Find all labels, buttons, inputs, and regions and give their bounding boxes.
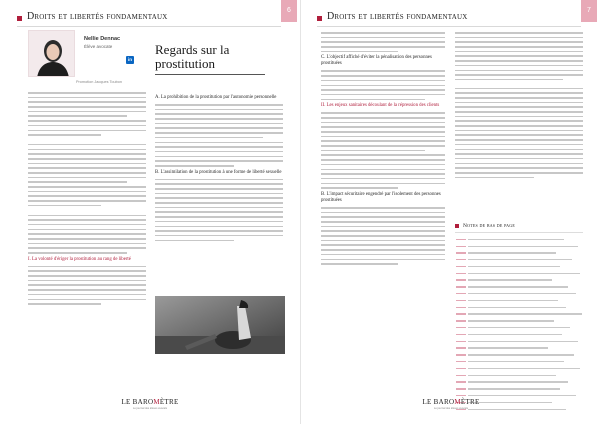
footnote-text (468, 327, 570, 328)
body-column-1 (28, 92, 146, 308)
author-role: Élève avocate (84, 44, 113, 49)
footnote-number (456, 320, 466, 321)
subsection-b-title: B. L'impact sécuritaire engendré par l'isolement des personnes prostituées (321, 191, 441, 203)
footnotes-list (456, 236, 582, 413)
footer-logo-text: LE BAROMÈTRE (121, 398, 179, 406)
footnote-number (456, 327, 466, 328)
body-column-2 (155, 92, 283, 244)
footnote-item (456, 331, 582, 338)
author-name: Nellie Dennac (84, 36, 121, 42)
article-photo-image (155, 296, 285, 354)
page-number-tab: 7 (581, 0, 597, 22)
section-a-title: A. La prohibition de la prostitution par l'autonomie personnelle (155, 95, 277, 100)
notes-square-icon (455, 224, 459, 228)
footnote-text (468, 395, 576, 396)
notes-heading-label: Notes de bas de page (463, 223, 515, 229)
footnote-text (468, 239, 564, 240)
footnote-text (468, 286, 568, 287)
footnote-number (456, 279, 466, 280)
body-column-4 (455, 32, 583, 181)
footnote-number (456, 381, 466, 382)
footnote-number (456, 388, 466, 389)
footnote-item (456, 256, 582, 263)
footnote-item (456, 290, 582, 297)
footnote-item (456, 358, 582, 365)
footnote-number (456, 395, 466, 396)
footnote-number (456, 246, 466, 247)
footnote-number (456, 252, 466, 253)
footer-logo (421, 398, 481, 410)
article-title-line-1: Regards sur la (155, 42, 230, 57)
section-title: Droits et libertés fondamentaux (27, 11, 168, 22)
footnote-number (456, 368, 466, 369)
article-title-line-2: prostitution (155, 56, 215, 71)
footnote-text (468, 313, 582, 314)
footnote-text (468, 375, 556, 376)
footnote-text (468, 246, 578, 247)
notes-heading (455, 223, 515, 229)
footnote-item (456, 324, 582, 331)
author-portrait (29, 31, 75, 77)
footnote-number (456, 375, 466, 376)
footnote-number (456, 259, 466, 260)
footnote-number (456, 239, 466, 240)
footnote-item (456, 250, 582, 257)
footnote-item (456, 243, 582, 250)
footnote-number (456, 361, 466, 362)
subsection-ii-title: II. Les enjeux sanitaires découlant de la répression des clients (321, 103, 440, 109)
footnote-text (468, 354, 574, 355)
footnote-number (456, 300, 466, 301)
footnote-number (456, 266, 466, 267)
right-page (300, 0, 600, 424)
footnote-number (456, 293, 466, 294)
title-underline (155, 74, 265, 75)
footnote-text (468, 293, 576, 294)
header-square-icon (17, 16, 22, 21)
footer-logo-tagline: Le journal des élèves avocats (433, 407, 469, 410)
footnote-item (456, 372, 582, 379)
footnote-text (468, 252, 556, 253)
footnote-number (456, 273, 466, 274)
footnote-number (456, 334, 466, 335)
footnote-text (468, 259, 572, 260)
footnote-item (456, 297, 582, 304)
footnote-number (456, 286, 466, 287)
section-b-title: B. L'assimilation de la prostitution à une forme de liberté sexuelle (155, 169, 282, 175)
footnote-text (468, 334, 562, 335)
footer-logo-tagline: Le journal des élèves avocats (132, 407, 168, 410)
footnote-text (468, 307, 566, 308)
author-photo (28, 30, 75, 77)
footnote-item (456, 263, 582, 270)
footnote-text (468, 368, 580, 369)
footnote-item (456, 270, 582, 277)
footnote-item (456, 379, 582, 386)
footnote-item (456, 277, 582, 284)
article-title (155, 43, 229, 71)
footnote-text (468, 273, 580, 274)
footnote-number (456, 354, 466, 355)
footnote-text (468, 300, 558, 301)
body-column-3 (321, 32, 445, 268)
footer-logo (120, 398, 180, 410)
notes-divider (455, 232, 583, 233)
footnote-item (456, 318, 582, 325)
footnote-item (456, 338, 582, 345)
footnote-number (456, 313, 466, 314)
footer-logo-text: LE BAROMÈTRE (422, 398, 480, 406)
page-number-tab: 6 (281, 0, 297, 22)
footnote-text (468, 361, 564, 362)
author-promotion: Promotion Jacques Toubon (76, 80, 122, 84)
linkedin-icon[interactable]: in (128, 57, 132, 62)
footnote-text (468, 320, 554, 321)
footnote-text (468, 279, 552, 280)
header-divider (17, 26, 281, 27)
section-title: Droits et libertés fondamentaux (327, 11, 468, 22)
footnote-text (468, 381, 568, 382)
footnote-item (456, 236, 582, 243)
footnote-text (468, 409, 566, 410)
footnote-item (456, 311, 582, 318)
footnote-text (468, 347, 548, 348)
footnote-item (456, 352, 582, 359)
footnote-number (456, 341, 466, 342)
article-photo (155, 296, 285, 354)
header-divider (317, 26, 581, 27)
footnote-number (456, 307, 466, 308)
footnote-text (468, 388, 560, 389)
footnote-item (456, 365, 582, 372)
section-i-title: I. La volonté d'ériger la prostitution au rang de liberté (28, 256, 131, 262)
footnote-text (468, 341, 578, 342)
footnote-item (456, 284, 582, 291)
footnote-text (468, 266, 560, 267)
footnote-number (456, 347, 466, 348)
footnote-item (456, 304, 582, 311)
footnote-item (456, 345, 582, 352)
footnote-item (456, 386, 582, 393)
subsection-c-title: C. L'objectif affiché d'éviter la pénalisation des personnes prostituées (321, 55, 432, 67)
header-square-icon (317, 16, 322, 21)
